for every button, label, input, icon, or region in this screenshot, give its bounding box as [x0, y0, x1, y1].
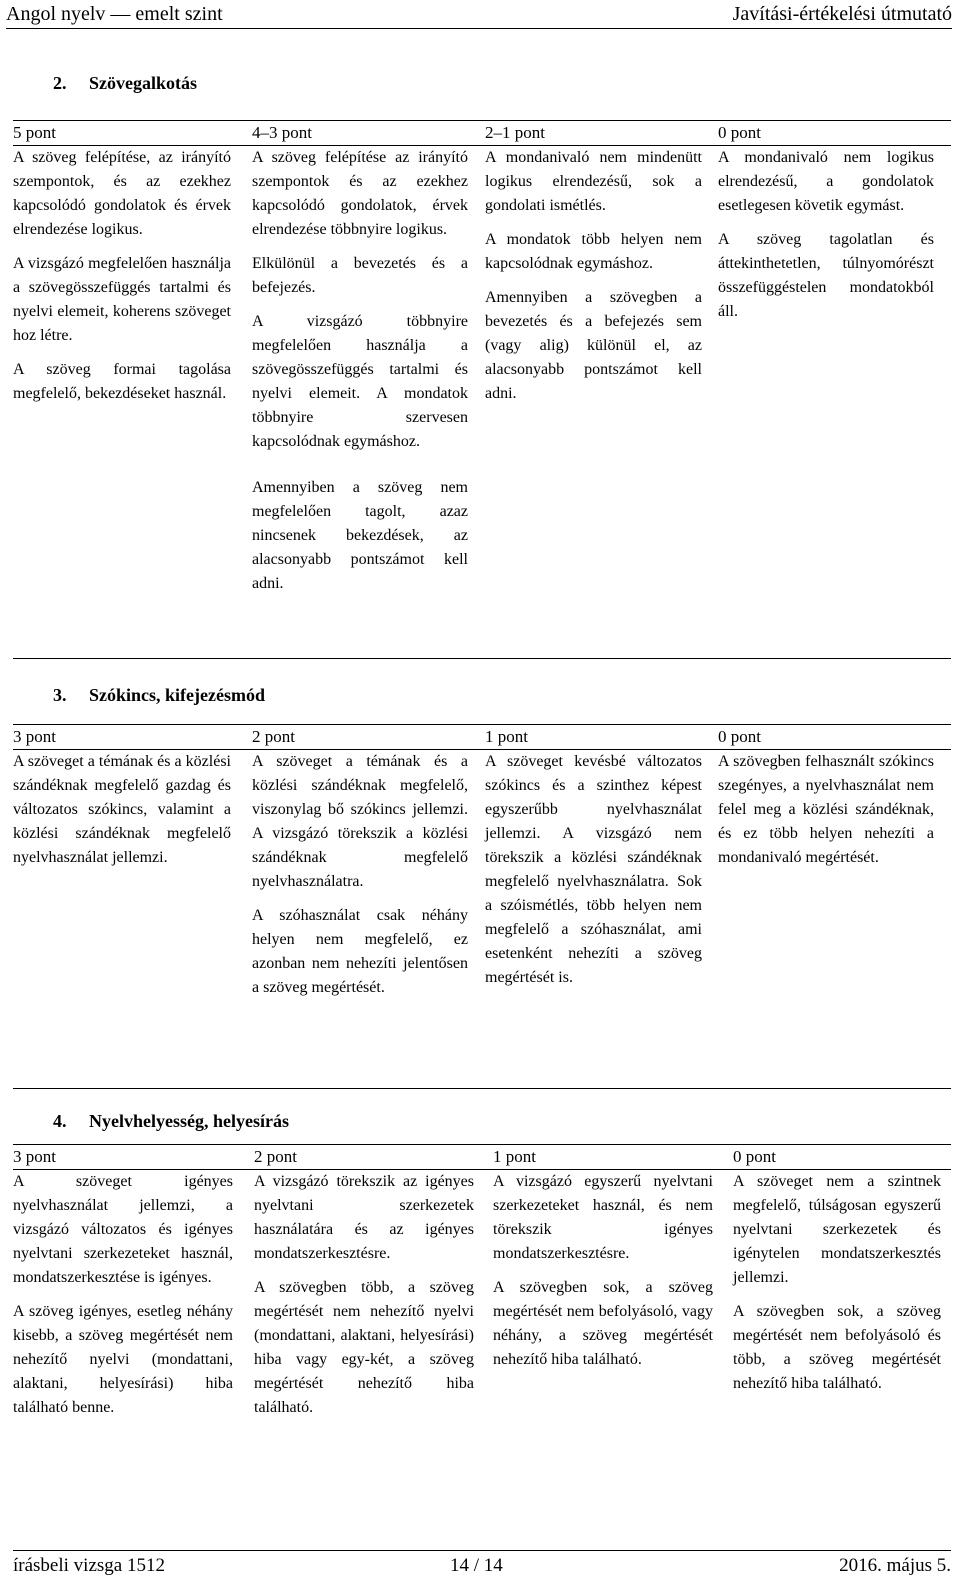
- column-header: 4–3 pont: [252, 123, 312, 142]
- table-cell: A szöveg felépítése, az irányító szempontok, és az ezekhez kapcsolódó gondolatok és érvek elrendezése logikus. A vizsgázó megfelelően használja a szövegösszefüggés tartalmi és nyelvi elemeit, koherens szöveget hoz létre. A szöveg formai tagolása megfelelő, bekezdéseket használ.: [13, 149, 231, 402]
- table-bottom-rule: [13, 1088, 951, 1089]
- column-header: 1 pont: [485, 727, 528, 746]
- header-doc-type: Javítási-értékelési útmutató: [732, 3, 952, 25]
- column-header: 3 pont: [13, 727, 56, 746]
- column-header: 5 pont: [13, 123, 56, 142]
- table-cell: A szöveget a témának és a közlési szándéknak megfelelő gazdag és változatos szókincs, valamint a közlési szándéknak megfelelő nyelvhasználat jellemzi.: [13, 753, 231, 866]
- page-header: [6, 2, 952, 26]
- rubric-table: [13, 120, 951, 592]
- rubric-table: [13, 1144, 951, 1416]
- section-title: 2. Szövegalkotás: [53, 73, 197, 93]
- section-title: 3. Szókincs, kifejezésmód: [53, 685, 265, 705]
- table-bottom-rule: [13, 658, 951, 659]
- table-header-row: [13, 1144, 951, 1170]
- table-cell: A szövegben felhasznált szókincs szegényes, a nyelvhasználat nem felel meg a közlési szándéknak, és ez több helyen nehezíti a mondanivaló megértését.: [718, 753, 934, 866]
- footer-date: 2016. május 5.: [839, 1555, 951, 1576]
- table-cell: A szöveget kevésbé változatos szókincs és a szinthez képest egyszerűbb nyelvhasználat jellemzi. A vizsgázó nem törekszik a közlési szándéknak megfelelő nyelvhasználatra. Sok a szóismétlés, több helyen nem megfelelő a szóhasználat, ami esetenként nehezíti a szöveg megértését is.: [485, 753, 702, 986]
- page-number: 14 / 14: [450, 1555, 503, 1576]
- table-cell: A szöveg felépítése az irányító szempontok és az ezekhez kapcsolódó gondolatok, érvek elrendezése többnyire logikus. Elkülönül a bevezetés és a befejezés. A vizsgázó többnyire megfelelően használja a szövegösszefüggés tartalmi és nyelvi elemeit. A mondatok többnyire szervesen kapcsolódnak egymáshoz. Amennyiben a szöveg nem megfelelően tagolt, azaz nincsenek bekezdések, az alacsonyabb pontszámot kell adni.: [252, 149, 468, 592]
- rubric-table: [13, 724, 951, 996]
- table-cell: A szöveget nem a szintnek megfelelő, túlságosan egyszerű nyelvtani szerkezetek és igénytelen mondatszerkesztés jellemzi. A szövegben sok, a szöveg megértését nem befolyásoló és több, a szöveg megértését nehezítő hiba található.: [733, 1173, 941, 1392]
- table-cell: A vizsgázó egyszerű nyelvtani szerkezeteket használ, és nem törekszik igényes mondatszerkesztésre. A szövegben sok, a szöveg megértését nem befolyásoló, vagy néhány, a szöveg megértését nehezítő hiba található.: [493, 1173, 713, 1368]
- column-header: 2–1 pont: [485, 123, 545, 142]
- header-rule: [6, 28, 952, 29]
- table-header-row: [13, 120, 951, 146]
- table-cell: A szöveget igényes nyelvhasználat jellemzi, a vizsgázó változatos és igényes nyelvtani szerkezeteket használ, mondatszerkesztése is igényes. A szöveg igényes, esetleg néhány kisebb, a szöveg megértését nem nehezítő nyelvi (mondattani, alaktani, helyesírási) hiba található benne.: [13, 1173, 233, 1416]
- table-header-row: [13, 724, 951, 750]
- footer-exam-code: írásbeli vizsga 1512: [13, 1555, 165, 1576]
- column-header: 0 pont: [733, 1147, 776, 1166]
- column-header: 2 pont: [252, 727, 295, 746]
- table-cell: A szöveget a témának és a közlési szándéknak megfelelő, viszonylag bő szókincs jellemzi. A vizsgázó törekszik a közlési szándéknak megfelelő nyelvhasználatra. A szóhasználat csak néhány helyen nem megfelelő, ez azonban nem nehezíti jelentősen a szöveg megértését.: [252, 753, 468, 996]
- table-cell: A vizsgázó törekszik az igényes nyelvtani szerkezetek használatára és az igényes mondatszerkesztésre. A szövegben több, a szöveg megértését nem nehezítő nyelvi (mondattani, alaktani, helyesírási) hiba vagy egy-két, a szöveg megértését nehezítő hiba található.: [254, 1173, 474, 1416]
- footer-rule: [13, 1550, 951, 1551]
- header-subject: Angol nyelv — emelt szint: [6, 3, 223, 25]
- table-cell: A mondanivaló nem logikus elrendezésű, a gondolatok esetlegesen követik egymást. A szöveg tagolatlan és áttekinthetetlen, túlnyomórészt összefüggéstelen mondatokból áll.: [718, 149, 934, 320]
- column-header: 0 pont: [718, 727, 761, 746]
- column-header: 3 pont: [13, 1147, 56, 1166]
- column-header: 2 pont: [254, 1147, 297, 1166]
- column-header: 1 pont: [493, 1147, 536, 1166]
- page-footer: [13, 1554, 951, 1578]
- column-header: 0 pont: [718, 123, 761, 142]
- section-title: 4. Nyelvhelyesség, helyesírás: [53, 1111, 289, 1131]
- table-cell: A mondanivaló nem mindenütt logikus elrendezésű, sok a gondolati ismétlés. A mondatok több helyen nem kapcsolódnak egymáshoz. Amennyiben a szövegben a bevezetés és a befejezés sem (vagy alig) különül el, az alacsonyabb pontszámot kell adni.: [485, 149, 702, 402]
